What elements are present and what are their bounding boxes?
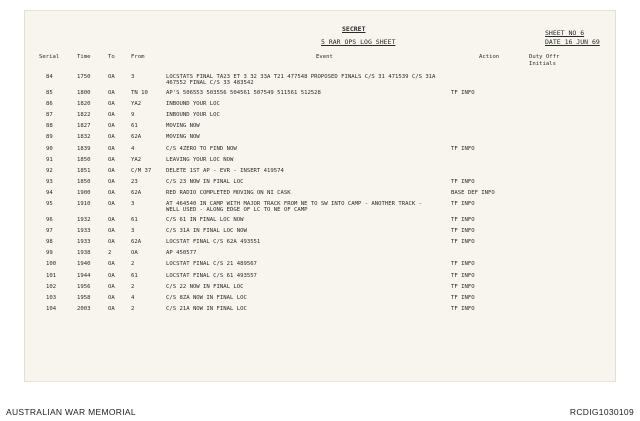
action-cell: TF INFO (451, 217, 475, 223)
from-cell: OA (131, 250, 138, 257)
from-cell: 3 (131, 74, 135, 80)
log-sheet-page (24, 10, 616, 382)
to-cell: OA (108, 90, 115, 96)
log-row (24, 157, 616, 168)
log-row (24, 168, 616, 179)
serial-cell: 94 (46, 189, 53, 196)
log-row (24, 306, 616, 317)
to-cell: OA (108, 167, 115, 174)
serial-cell: 100 (46, 261, 57, 268)
event-cell-continuation: WELL USED - ALONG EDGE OF LC TO NE OF CAMP (166, 207, 308, 213)
action-cell: BASE DEF INFO (451, 189, 495, 196)
from-cell: C/M 37 (131, 167, 152, 174)
time-cell: 1800 (77, 90, 91, 96)
to-cell: OA (108, 217, 115, 223)
from-cell: 2 (131, 261, 135, 268)
log-row (24, 217, 616, 228)
action-cell: TF INFO (451, 228, 475, 235)
serial-cell: 84 (46, 74, 53, 80)
event-cell: LOCSTAT FINAL C/S 62A 493551 (166, 239, 261, 246)
event-cell: LOCSTAT FINAL C/S 21 489567 (166, 261, 257, 268)
archive-reference: RCDIG1030109 (569, 407, 634, 417)
to-cell: OA (108, 305, 115, 312)
to-cell: OA (108, 134, 115, 141)
time-cell: 1940 (77, 261, 91, 268)
classification-heading: SECRET (342, 25, 366, 33)
log-row (24, 273, 616, 284)
to-cell: OA (108, 74, 115, 80)
event-cell: LOCSTAT FINAL C/S 61 493557 (166, 272, 257, 279)
log-row (24, 90, 616, 101)
sheet-date: DATE 16 JUN 69 (545, 38, 600, 46)
action-cell: TF INFO (451, 305, 475, 312)
serial-cell: 103 (46, 294, 57, 301)
from-cell: YA2 (131, 156, 142, 163)
event-cell: C/S 23 NOW IN FINAL LOC (166, 178, 244, 185)
time-cell: 1932 (77, 217, 91, 223)
action-cell: TF INFO (451, 283, 475, 290)
from-cell: 2 (131, 305, 135, 312)
time-cell: 1820 (77, 101, 91, 108)
to-cell: OA (108, 189, 115, 196)
from-cell: 2 (131, 283, 135, 290)
log-row (24, 190, 616, 201)
time-cell: 1839 (77, 145, 91, 152)
event-cell: C/S 4ZERO TO FIND NOW (166, 145, 237, 152)
to-cell: OA (108, 112, 115, 119)
column-header-initials: Initials (529, 61, 556, 67)
to-cell: OA (108, 156, 115, 163)
time-cell: 1822 (77, 112, 91, 119)
log-row (24, 179, 616, 190)
serial-cell: 102 (46, 283, 57, 290)
to-cell: OA (108, 123, 115, 130)
event-cell: C/S 22 NOW IN FINAL LOC (166, 283, 244, 290)
event-cell: MOVING NOW (166, 134, 200, 141)
time-cell: 1933 (77, 239, 91, 246)
from-cell: 3 (131, 228, 135, 235)
from-cell: 62A (131, 134, 142, 141)
to-cell: OA (108, 201, 115, 207)
from-cell: 61 (131, 272, 138, 279)
time-cell: 1827 (77, 123, 91, 130)
time-cell: 1944 (77, 272, 91, 279)
log-row (24, 101, 616, 112)
action-cell: TF INFO (451, 294, 475, 301)
action-cell: TF INFO (451, 90, 475, 96)
log-row (24, 123, 616, 134)
from-cell: 4 (131, 294, 135, 301)
log-row (24, 228, 616, 239)
to-cell: OA (108, 145, 115, 152)
event-cell: AT 464540 IN CAMP WITH MAJOR TRACK FROM NE TO SW INTO CAMP - ANOTHER TRACK - (166, 201, 422, 207)
event-cell: MOVING NOW (166, 123, 200, 130)
serial-cell: 89 (46, 134, 53, 141)
to-cell: OA (108, 272, 115, 279)
to-cell: OA (108, 101, 115, 108)
log-row (24, 239, 616, 250)
time-cell: 1832 (77, 134, 91, 141)
serial-cell: 101 (46, 272, 57, 279)
log-row (24, 146, 616, 157)
column-header-time: Time (77, 54, 91, 60)
time-cell: 1933 (77, 228, 91, 235)
column-header-to: To (108, 54, 115, 60)
log-row (24, 201, 616, 212)
to-cell: OA (108, 178, 115, 185)
event-cell: LOCSTATS FINAL TA23 ET 3 32 33A T21 477548 PROPOSED FINALS C/S 31 471539 C/S 31A (166, 74, 436, 80)
time-cell: 2003 (77, 305, 91, 312)
to-cell: OA (108, 228, 115, 235)
serial-cell: 91 (46, 156, 53, 163)
from-cell: 23 (131, 178, 138, 185)
event-cell-continuation: 467552 FINAL C/S 33 483542 (166, 80, 254, 86)
log-row (24, 295, 616, 306)
to-cell: 2 (108, 250, 112, 257)
serial-cell: 99 (46, 250, 53, 257)
event-cell: RED RADIO COMPLETED MOVING ON NI CASK (166, 189, 291, 196)
to-cell: OA (108, 261, 115, 268)
from-cell: TN 10 (131, 90, 148, 96)
from-cell: 4 (131, 145, 135, 152)
column-header-duty-offr: Duty Offr (529, 54, 560, 60)
from-cell: YA2 (131, 101, 142, 108)
to-cell: OA (108, 294, 115, 301)
column-header-action: Action (479, 54, 500, 60)
serial-cell: 95 (46, 201, 53, 207)
log-row (24, 250, 616, 261)
serial-cell: 96 (46, 217, 53, 223)
time-cell: 1958 (77, 294, 91, 301)
from-cell: 62A (131, 189, 142, 196)
serial-cell: 92 (46, 167, 53, 174)
log-row (24, 112, 616, 123)
event-cell: DELETE 1ST AP - EVR - INSERT 419574 (166, 167, 284, 174)
serial-cell: 86 (46, 101, 53, 108)
log-row (24, 134, 616, 145)
from-cell: 9 (131, 112, 135, 119)
serial-cell: 88 (46, 123, 53, 130)
time-cell: 1956 (77, 283, 91, 290)
action-cell: TF INFO (451, 261, 475, 268)
action-cell: TF INFO (451, 272, 475, 279)
from-cell: 61 (131, 217, 138, 223)
serial-cell: 97 (46, 228, 53, 235)
column-header-from: From (131, 54, 145, 60)
log-row (24, 284, 616, 295)
event-cell: C/S 61 IN FINAL LOC NOW (166, 217, 244, 223)
from-cell: 61 (131, 123, 138, 130)
archive-credit: AUSTRALIAN WAR MEMORIAL (6, 407, 136, 417)
log-sheet-title: 5 RAR OPS LOG SHEET (321, 38, 396, 46)
serial-cell: 98 (46, 239, 53, 246)
event-cell: AP'S 506553 503556 504561 507549 511561 512528 (166, 90, 321, 96)
action-cell: TF INFO (451, 178, 475, 185)
to-cell: OA (108, 283, 115, 290)
event-cell: C/S 8ZA NOW IN FINAL LOC (166, 294, 247, 301)
log-row (24, 261, 616, 272)
action-cell: TF INFO (451, 145, 475, 152)
time-cell: 1938 (77, 250, 91, 257)
serial-cell: 104 (46, 305, 57, 312)
event-cell: C/S 31A IN FINAL LOC NOW (166, 228, 247, 235)
log-row (24, 74, 616, 85)
from-cell: 62A (131, 239, 142, 246)
time-cell: 1900 (77, 189, 91, 196)
event-cell: C/S 21A NOW IN FINAL LOC (166, 305, 247, 312)
event-cell: INBOUND YOUR LOC (166, 101, 220, 108)
serial-cell: 93 (46, 178, 53, 185)
serial-cell: 85 (46, 90, 53, 96)
time-cell: 1850 (77, 156, 91, 163)
to-cell: OA (108, 239, 115, 246)
event-cell: LEAVING YOUR LOC NOW (166, 156, 234, 163)
time-cell: 1850 (77, 178, 91, 185)
event-cell: AP 450577 (166, 250, 197, 257)
action-cell: TF INFO (451, 239, 475, 246)
serial-cell: 87 (46, 112, 53, 119)
time-cell: 1750 (77, 74, 91, 80)
time-cell: 1851 (77, 167, 91, 174)
column-header-event: Event (316, 54, 333, 60)
time-cell: 1910 (77, 201, 91, 207)
from-cell: 3 (131, 201, 135, 207)
column-header-serial: Serial (39, 54, 60, 60)
event-cell: INBOUND YOUR LOC (166, 112, 220, 119)
action-cell: TF INFO (451, 201, 475, 207)
sheet-number: SHEET NO 6 (545, 29, 585, 37)
serial-cell: 90 (46, 145, 53, 152)
